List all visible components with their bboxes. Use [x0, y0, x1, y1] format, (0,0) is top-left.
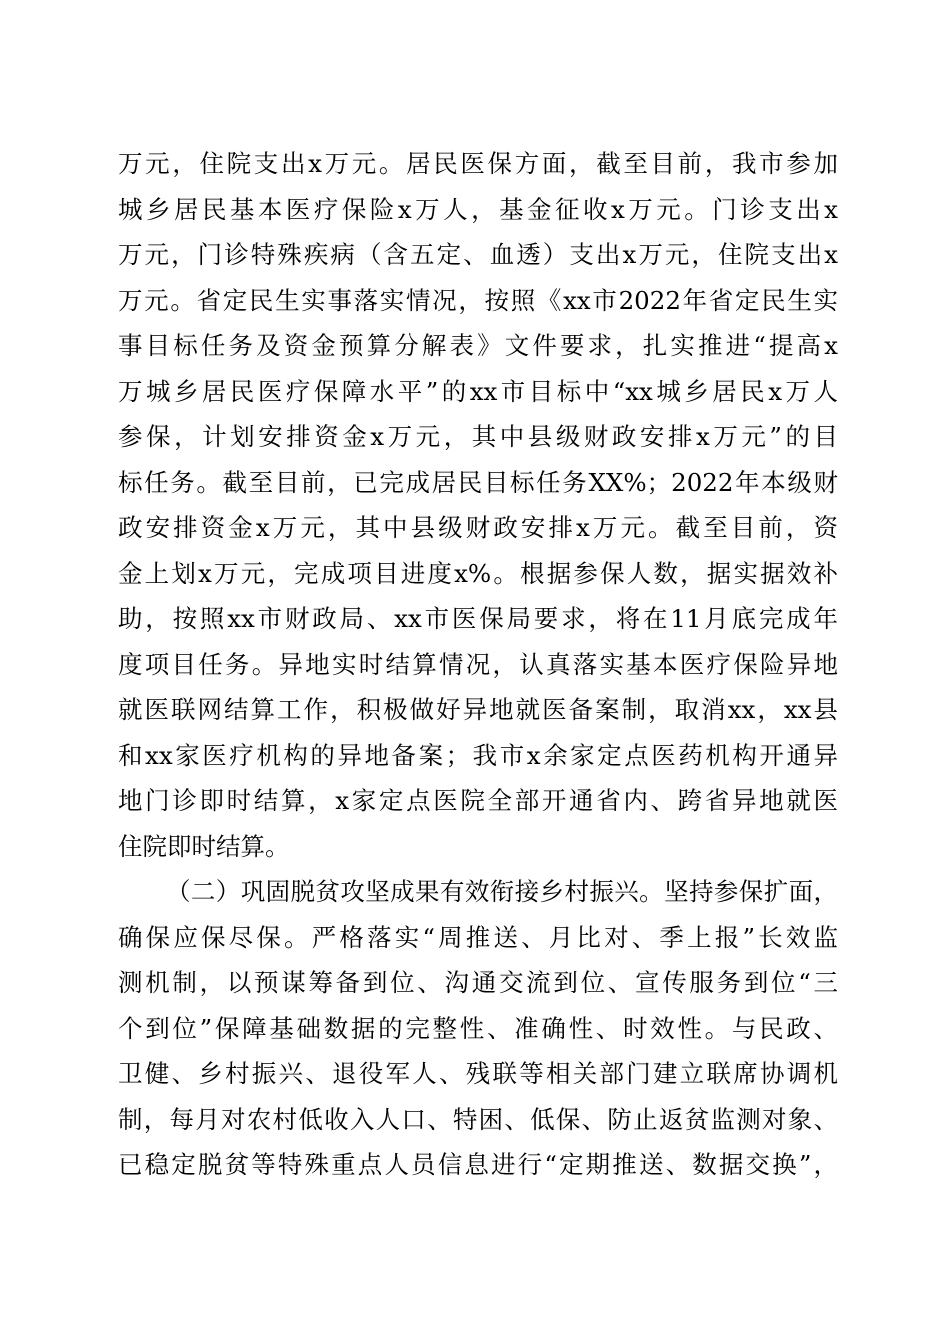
text-line: 参保，计划安排资金x万元，其中县级财政安排x万元”的目 — [118, 422, 838, 451]
text-line: 万元。省定民生实事落实情况，按照《xx市2022年省定民生实 — [118, 285, 838, 315]
text-line: 万元，门诊特殊疾病（含五定、血透）支出x万元，住院支出x — [118, 240, 838, 269]
document-body — [118, 141, 838, 1188]
text-line: 政安排资金x万元，其中县级财政安排x万元。截至目前，资 — [118, 513, 838, 542]
text-line: 金上划x万元，完成项目进度x%。根据参保人数，据实据效补 — [118, 558, 838, 588]
text-line: 和xx家医疗机构的异地备案；我市x余家定点医药机构开通异 — [118, 740, 838, 770]
text-line: 地门诊即时结算，x家定点医院全部开通省内、跨省异地就医 — [118, 786, 838, 815]
text-line: 万元，住院支出x万元。居民医保方面，截至目前，我市参加 — [118, 149, 838, 178]
paragraph-2 — [118, 869, 838, 1188]
text-line: 已稳定脱贫等特殊重点人员信息进行“定期推送、数据交换”， — [118, 1150, 838, 1179]
text-line: 测机制，以预谋筹备到位、沟通交流到位、宣传服务到位“三 — [118, 968, 838, 997]
text-line: 城乡居民基本医疗保险x万人，基金征收x万元。门诊支出x — [118, 194, 838, 224]
text-line: 度项目任务。异地实时结算情况，认真落实基本医疗保险异地 — [118, 649, 838, 679]
paragraph-1 — [118, 141, 838, 869]
text-line: 万城乡居民医疗保障水平”的xx市目标中“xx城乡居民x万人 — [118, 376, 838, 406]
text-line: 卫健、乡村振兴、退役军人、残联等相关部门建立联席协调机 — [118, 1059, 838, 1088]
text-line: 确保应保尽保。严格落实“周推送、月比对、季上报”长效监 — [118, 922, 838, 952]
text-line: 助，按照xx市财政局、xx市医保局要求，将在11月底完成年 — [118, 604, 838, 633]
section-heading-line: （二）巩固脱贫攻坚成果有效衔接乡村振兴。坚持参保扩面， — [166, 877, 838, 906]
text-line: 个到位”保障基础数据的完整性、准确性、时效性。与民政、 — [118, 1013, 838, 1043]
text-line: 事目标任务及资金预算分解表》文件要求，扎实推进“提高x — [118, 331, 838, 360]
text-line: 标任务。截至目前，已完成居民目标任务XX%；2022年本级财 — [118, 467, 838, 497]
text-line: 住院即时结算。 — [118, 831, 290, 861]
text-line: 就医联网结算工作，积极做好异地就医备案制，取消xx，xx县 — [118, 695, 838, 724]
text-line: 制，每月对农村低收入人口、特困、低保、防止返贫监测对象、 — [118, 1104, 838, 1134]
